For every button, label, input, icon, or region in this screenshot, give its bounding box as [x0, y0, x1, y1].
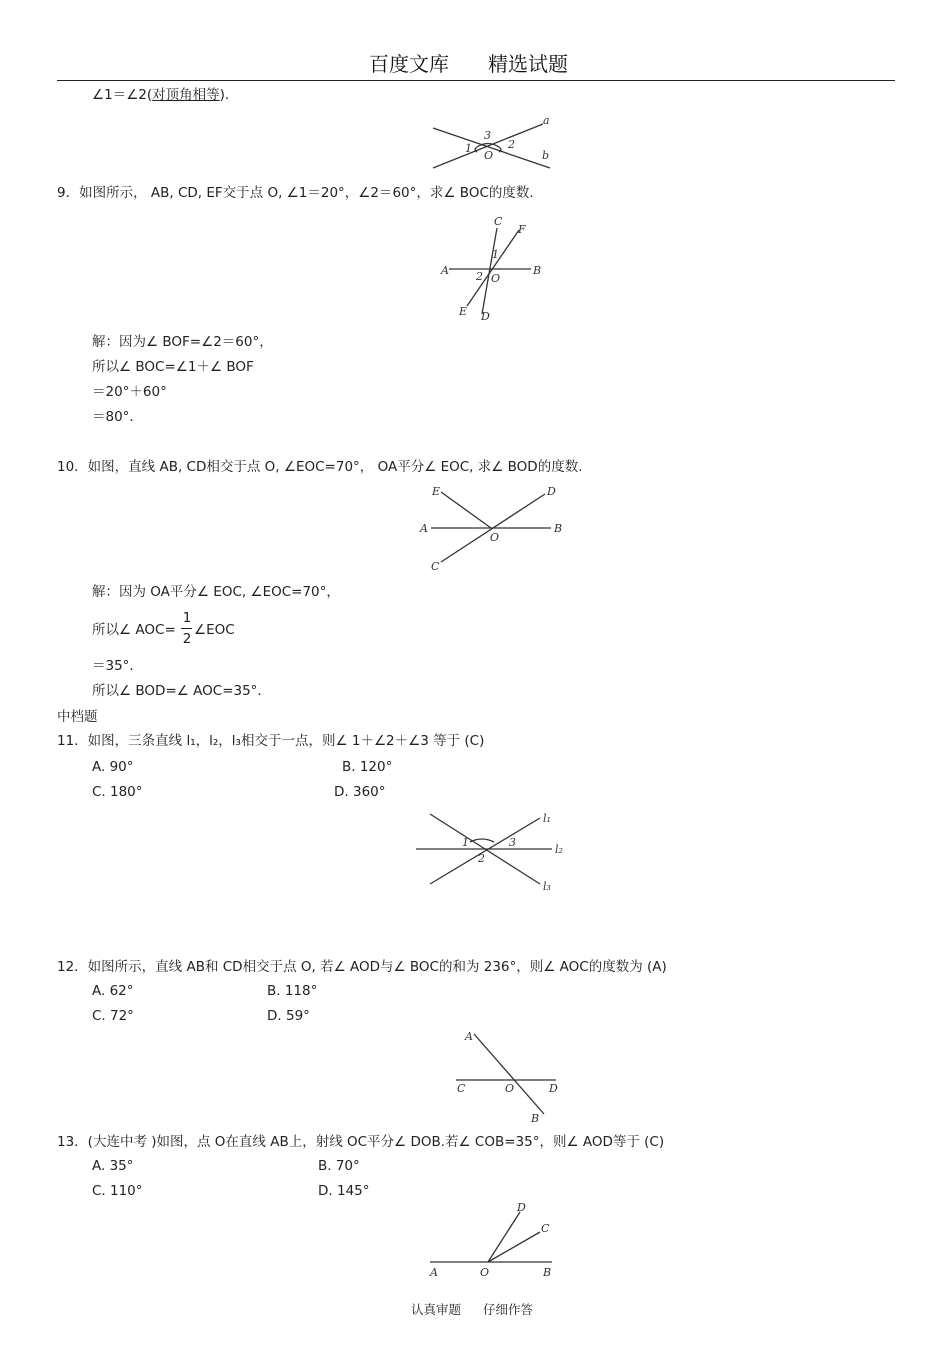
ray-OD: [488, 1212, 520, 1262]
q9-question: 9．如图所示， AB, CD, EF交于点 O, ∠1＝20°，∠2＝60°，求∠ BOC的度数.: [57, 185, 534, 201]
label-2: 2: [478, 852, 485, 865]
footer-left: 认真审题: [411, 1302, 462, 1317]
q9-sol-3: ＝20°＋60°: [92, 384, 167, 400]
label-O: O: [505, 1082, 515, 1095]
label-B: B: [531, 1112, 540, 1125]
line-AB: [474, 1034, 544, 1114]
angle-arc-2: [499, 147, 501, 152]
label-l1: l₁: [543, 812, 551, 825]
label-D: D: [549, 1082, 558, 1095]
q11-option-b: B. 120°: [342, 759, 393, 775]
line-CD: [482, 228, 497, 314]
q13-question: 13．(大连中考 )如图，点 O在直线 AB上，射线 OC平分∠ DOB.若∠ COB=35°，则∠ AOD等于 (C): [57, 1134, 665, 1150]
label-A: A: [430, 1266, 438, 1279]
label-2: 2: [476, 270, 483, 283]
figure-q12: [452, 1028, 572, 1128]
top-line-suffix: )．: [219, 87, 239, 103]
label-C: C: [541, 1222, 550, 1235]
q10-sol-4: 所以∠ BOD=∠ AOC=35°．: [92, 683, 271, 699]
label-b: b: [542, 149, 550, 162]
header-rule: [57, 80, 895, 81]
label-C: C: [494, 215, 503, 228]
top-line: [92, 86, 238, 104]
q10-sol-1: 解：因为 OA平分∠ EOC, ∠EOC=70°，: [92, 584, 340, 600]
label-A: A: [465, 1030, 473, 1043]
q9-sol-4: ＝80°．: [92, 409, 143, 425]
label-l3: l₃: [543, 880, 551, 893]
header-left: 百度文库: [369, 52, 449, 76]
label-1: 1: [465, 142, 472, 155]
label-B: B: [554, 522, 563, 535]
q10-frac-numerator: 1: [182, 610, 192, 626]
q10-frac-denominator: 2: [182, 631, 192, 647]
label-E: E: [459, 305, 468, 318]
q12-option-b: B. 118°: [267, 983, 318, 999]
q11-option-d: D. 360°: [334, 784, 386, 800]
label-A: A: [420, 522, 428, 535]
q12-option-c: C. 72°: [92, 1008, 134, 1024]
q12-question: 12．如图所示，直线 AB和 CD相交于点 O, 若∠ AOD与∠ BOC的和为 236°，则∠ AOC的度数为 (A): [57, 959, 667, 975]
label-O: O: [490, 531, 500, 544]
ray-OE: [441, 492, 491, 528]
label-l2: l₂: [555, 843, 563, 856]
label-C: C: [431, 560, 440, 573]
q12-option-a: A. 62°: [92, 983, 134, 999]
q11-question: 11．如图，三条直线 l₁，l₂，l₃相交于一点，则∠ 1＋∠2＋∠3 等于 (C): [57, 733, 485, 749]
q11-option-c: C. 180°: [92, 784, 143, 800]
top-line-prefix: ∠1＝∠2(: [92, 87, 153, 103]
figure-q13: [422, 1198, 572, 1288]
q9-sol-2: 所以∠ BOC=∠1＋∠ BOF: [92, 359, 254, 375]
q11-option-a: A. 90°: [92, 759, 134, 775]
label-2: 2: [508, 138, 515, 151]
figure-vertical-angles: [425, 112, 565, 172]
q13-option-d: D. 145°: [318, 1183, 370, 1199]
line-EF: [467, 230, 519, 306]
label-D: D: [481, 310, 490, 323]
label-B: B: [543, 1266, 552, 1279]
q10-sol-2-prefix: 所以∠ AOC=: [92, 622, 176, 638]
header-right: 精选试题: [488, 52, 568, 76]
q10-sol-3: ＝35°．: [92, 658, 143, 674]
label-B: B: [533, 264, 542, 277]
top-line-answer: 对顶角相等: [152, 87, 220, 103]
label-1: 1: [492, 248, 499, 261]
q10-frac-bar: [181, 628, 192, 629]
angle-arc-1: [475, 147, 477, 152]
q10-sol-2-suffix: ∠EOC: [194, 622, 235, 638]
label-O: O: [491, 272, 501, 285]
label-A: A: [441, 264, 449, 277]
figure-q9: [435, 214, 575, 324]
label-F: F: [518, 223, 526, 236]
label-D: D: [547, 485, 556, 498]
q10-question: 10．如图，直线 AB, CD相交于点 O, ∠EOC=70°， OA平分∠ EOC, 求∠ BOD的度数.: [57, 459, 583, 475]
line-b: [433, 128, 550, 168]
figure-q10: [415, 484, 575, 574]
footer-right: 仔细作答: [483, 1302, 534, 1317]
label-1: 1: [462, 836, 469, 849]
q12-option-d: D. 59°: [267, 1008, 310, 1024]
label-O: O: [480, 1266, 490, 1279]
label-E: E: [432, 485, 441, 498]
section-heading: 中档题: [57, 709, 98, 725]
q13-option-c: C. 110°: [92, 1183, 143, 1199]
label-O: O: [484, 149, 494, 162]
label-3: 3: [509, 836, 516, 849]
q13-option-a: A. 35°: [92, 1158, 134, 1174]
label-C: C: [457, 1082, 466, 1095]
label-D: D: [517, 1201, 526, 1214]
label-3: 3: [484, 129, 491, 142]
q9-sol-1: 解：因为∠ BOF=∠2＝60°，: [92, 334, 273, 350]
label-a: a: [543, 114, 550, 127]
figure-q11: [412, 806, 572, 896]
q13-option-b: B. 70°: [318, 1158, 360, 1174]
ray-OC: [488, 1232, 540, 1262]
